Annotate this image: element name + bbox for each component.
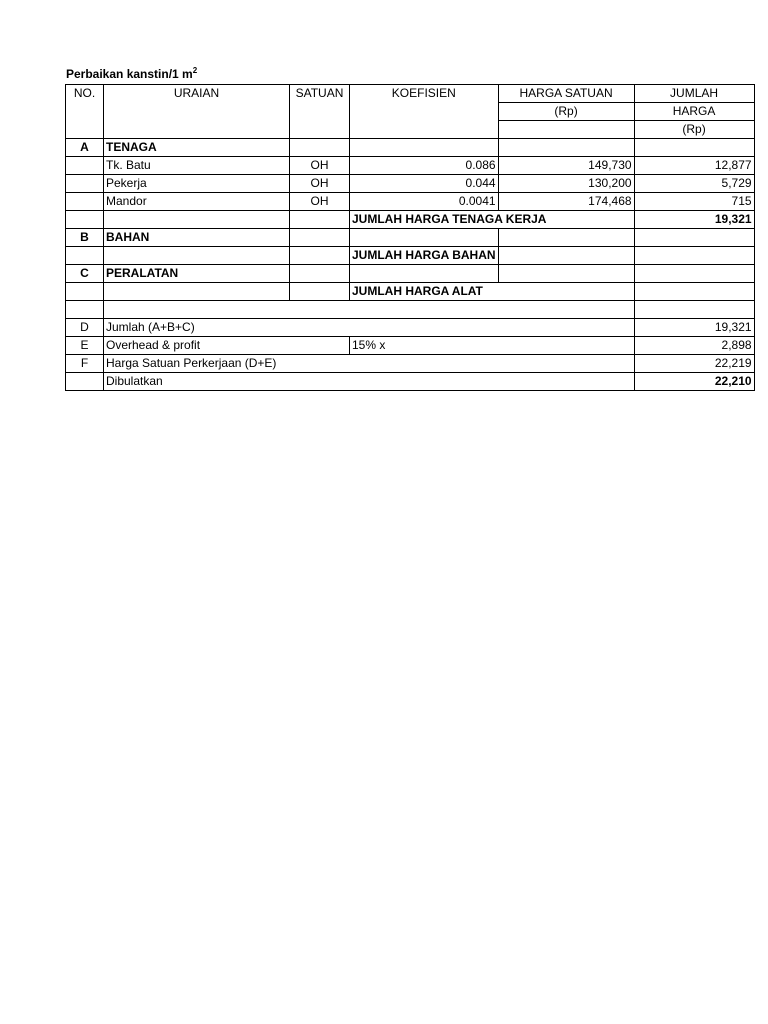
cell-empty <box>498 229 634 247</box>
cell-empty <box>66 175 104 193</box>
cell-empty <box>104 247 290 265</box>
header-jumlah-harga: HARGA <box>634 103 754 121</box>
header-no-end <box>66 121 104 139</box>
header-row-1 <box>66 85 755 103</box>
header-jumlah: JUMLAH <box>634 85 754 103</box>
cell-empty <box>66 193 104 211</box>
item-jumlah: 715 <box>634 193 754 211</box>
cell-empty <box>498 247 634 265</box>
item-satuan: OH <box>290 193 350 211</box>
table-row <box>66 175 755 193</box>
cell-empty <box>634 229 754 247</box>
summary-d-value: 19,321 <box>634 319 754 337</box>
summary-d-row <box>66 319 755 337</box>
cell-empty <box>290 265 350 283</box>
section-b-subtotal-label: JUMLAH HARGA BAHAN <box>350 247 499 265</box>
cell-empty <box>104 211 290 229</box>
item-harga-satuan: 130,200 <box>498 175 634 193</box>
header-satuan-cont <box>290 103 350 121</box>
cell-empty <box>66 301 104 319</box>
header-no-cont <box>66 103 104 121</box>
summary-rounded-value: 22,210 <box>634 373 754 391</box>
section-b-subtotal-row <box>66 247 755 265</box>
header-uraian-cont <box>104 103 290 121</box>
cell-empty <box>634 139 754 157</box>
cell-empty <box>634 283 754 301</box>
summary-e-code: E <box>66 337 104 355</box>
header-satuan: SATUAN <box>290 85 350 103</box>
section-c-subtotal-row <box>66 283 755 301</box>
section-a-subtotal-label: JUMLAH HARGA TENAGA KERJA <box>350 211 635 229</box>
header-uraian-end <box>104 121 290 139</box>
header-no: NO. <box>66 85 104 103</box>
item-koefisien: 0.044 <box>350 175 499 193</box>
item-koefisien: 0.086 <box>350 157 499 175</box>
header-harga-satuan-unit: (Rp) <box>498 103 634 121</box>
header-harga-satuan: HARGA SATUAN <box>498 85 634 103</box>
item-satuan: OH <box>290 157 350 175</box>
section-c-code: C <box>66 265 104 283</box>
section-b-label: BAHAN <box>104 229 290 247</box>
item-jumlah: 12,877 <box>634 157 754 175</box>
summary-f-label: Harga Satuan Perkerjaan (D+E) <box>104 355 635 373</box>
item-jumlah: 5,729 <box>634 175 754 193</box>
header-koefisien: KOEFISIEN <box>350 85 499 103</box>
cell-empty <box>66 247 104 265</box>
item-uraian: Mandor <box>104 193 290 211</box>
cell-empty <box>350 139 499 157</box>
header-row-3 <box>66 121 755 139</box>
cell-empty <box>290 247 350 265</box>
summary-e-percentage: 15% x <box>350 337 635 355</box>
cell-empty <box>290 283 350 301</box>
item-harga-satuan: 149,730 <box>498 157 634 175</box>
header-harga-satuan-empty <box>498 121 634 139</box>
summary-d-code: D <box>66 319 104 337</box>
section-b-code: B <box>66 229 104 247</box>
spacer-row <box>66 301 755 319</box>
cell-empty <box>290 229 350 247</box>
section-c-label: PERALATAN <box>104 265 290 283</box>
section-a-code: A <box>66 139 104 157</box>
section-a-subtotal-row <box>66 211 755 229</box>
section-c-subtotal-label: JUMLAH HARGA ALAT <box>350 283 635 301</box>
header-koefisien-cont <box>350 103 499 121</box>
section-a-label: TENAGA <box>104 139 290 157</box>
header-koefisien-end <box>350 121 499 139</box>
table-row <box>66 193 755 211</box>
item-uraian: Tk. Batu <box>104 157 290 175</box>
summary-e-row <box>66 337 755 355</box>
header-uraian: URAIAN <box>104 85 290 103</box>
section-a-subtotal-value: 19,321 <box>634 211 754 229</box>
summary-e-value: 2,898 <box>634 337 754 355</box>
cell-empty <box>66 211 104 229</box>
cell-empty <box>290 139 350 157</box>
section-c-row <box>66 265 755 283</box>
cell-empty <box>350 265 499 283</box>
cell-empty <box>104 283 290 301</box>
summary-d-label: Jumlah (A+B+C) <box>104 319 635 337</box>
cell-empty <box>66 157 104 175</box>
cell-empty <box>498 139 634 157</box>
cell-empty <box>290 211 350 229</box>
cell-empty <box>66 283 104 301</box>
sheet-title-text: Perbaikan kanstin/1 m <box>66 67 193 81</box>
summary-f-code: F <box>66 355 104 373</box>
cell-empty <box>104 301 635 319</box>
header-jumlah-unit: (Rp) <box>634 121 754 139</box>
summary-e-label: Overhead & profit <box>104 337 350 355</box>
table-row <box>66 157 755 175</box>
item-uraian: Pekerja <box>104 175 290 193</box>
header-row-2 <box>66 103 755 121</box>
cell-empty <box>66 373 104 391</box>
item-harga-satuan: 174,468 <box>498 193 634 211</box>
item-satuan: OH <box>290 175 350 193</box>
section-b-row <box>66 229 755 247</box>
cell-empty <box>634 265 754 283</box>
sheet-title-superscript: 2 <box>192 66 198 75</box>
summary-rounded-label: Dibulatkan <box>104 373 635 391</box>
section-a-row <box>66 139 755 157</box>
sheet-title <box>66 67 197 81</box>
cell-empty <box>634 247 754 265</box>
item-koefisien: 0.0041 <box>350 193 499 211</box>
unit-price-analysis-table <box>65 84 755 391</box>
cell-empty <box>634 301 754 319</box>
summary-f-value: 22,219 <box>634 355 754 373</box>
header-satuan-end <box>290 121 350 139</box>
cell-empty <box>350 229 499 247</box>
cell-empty <box>498 265 634 283</box>
summary-f-row <box>66 355 755 373</box>
summary-rounded-row <box>66 373 755 391</box>
